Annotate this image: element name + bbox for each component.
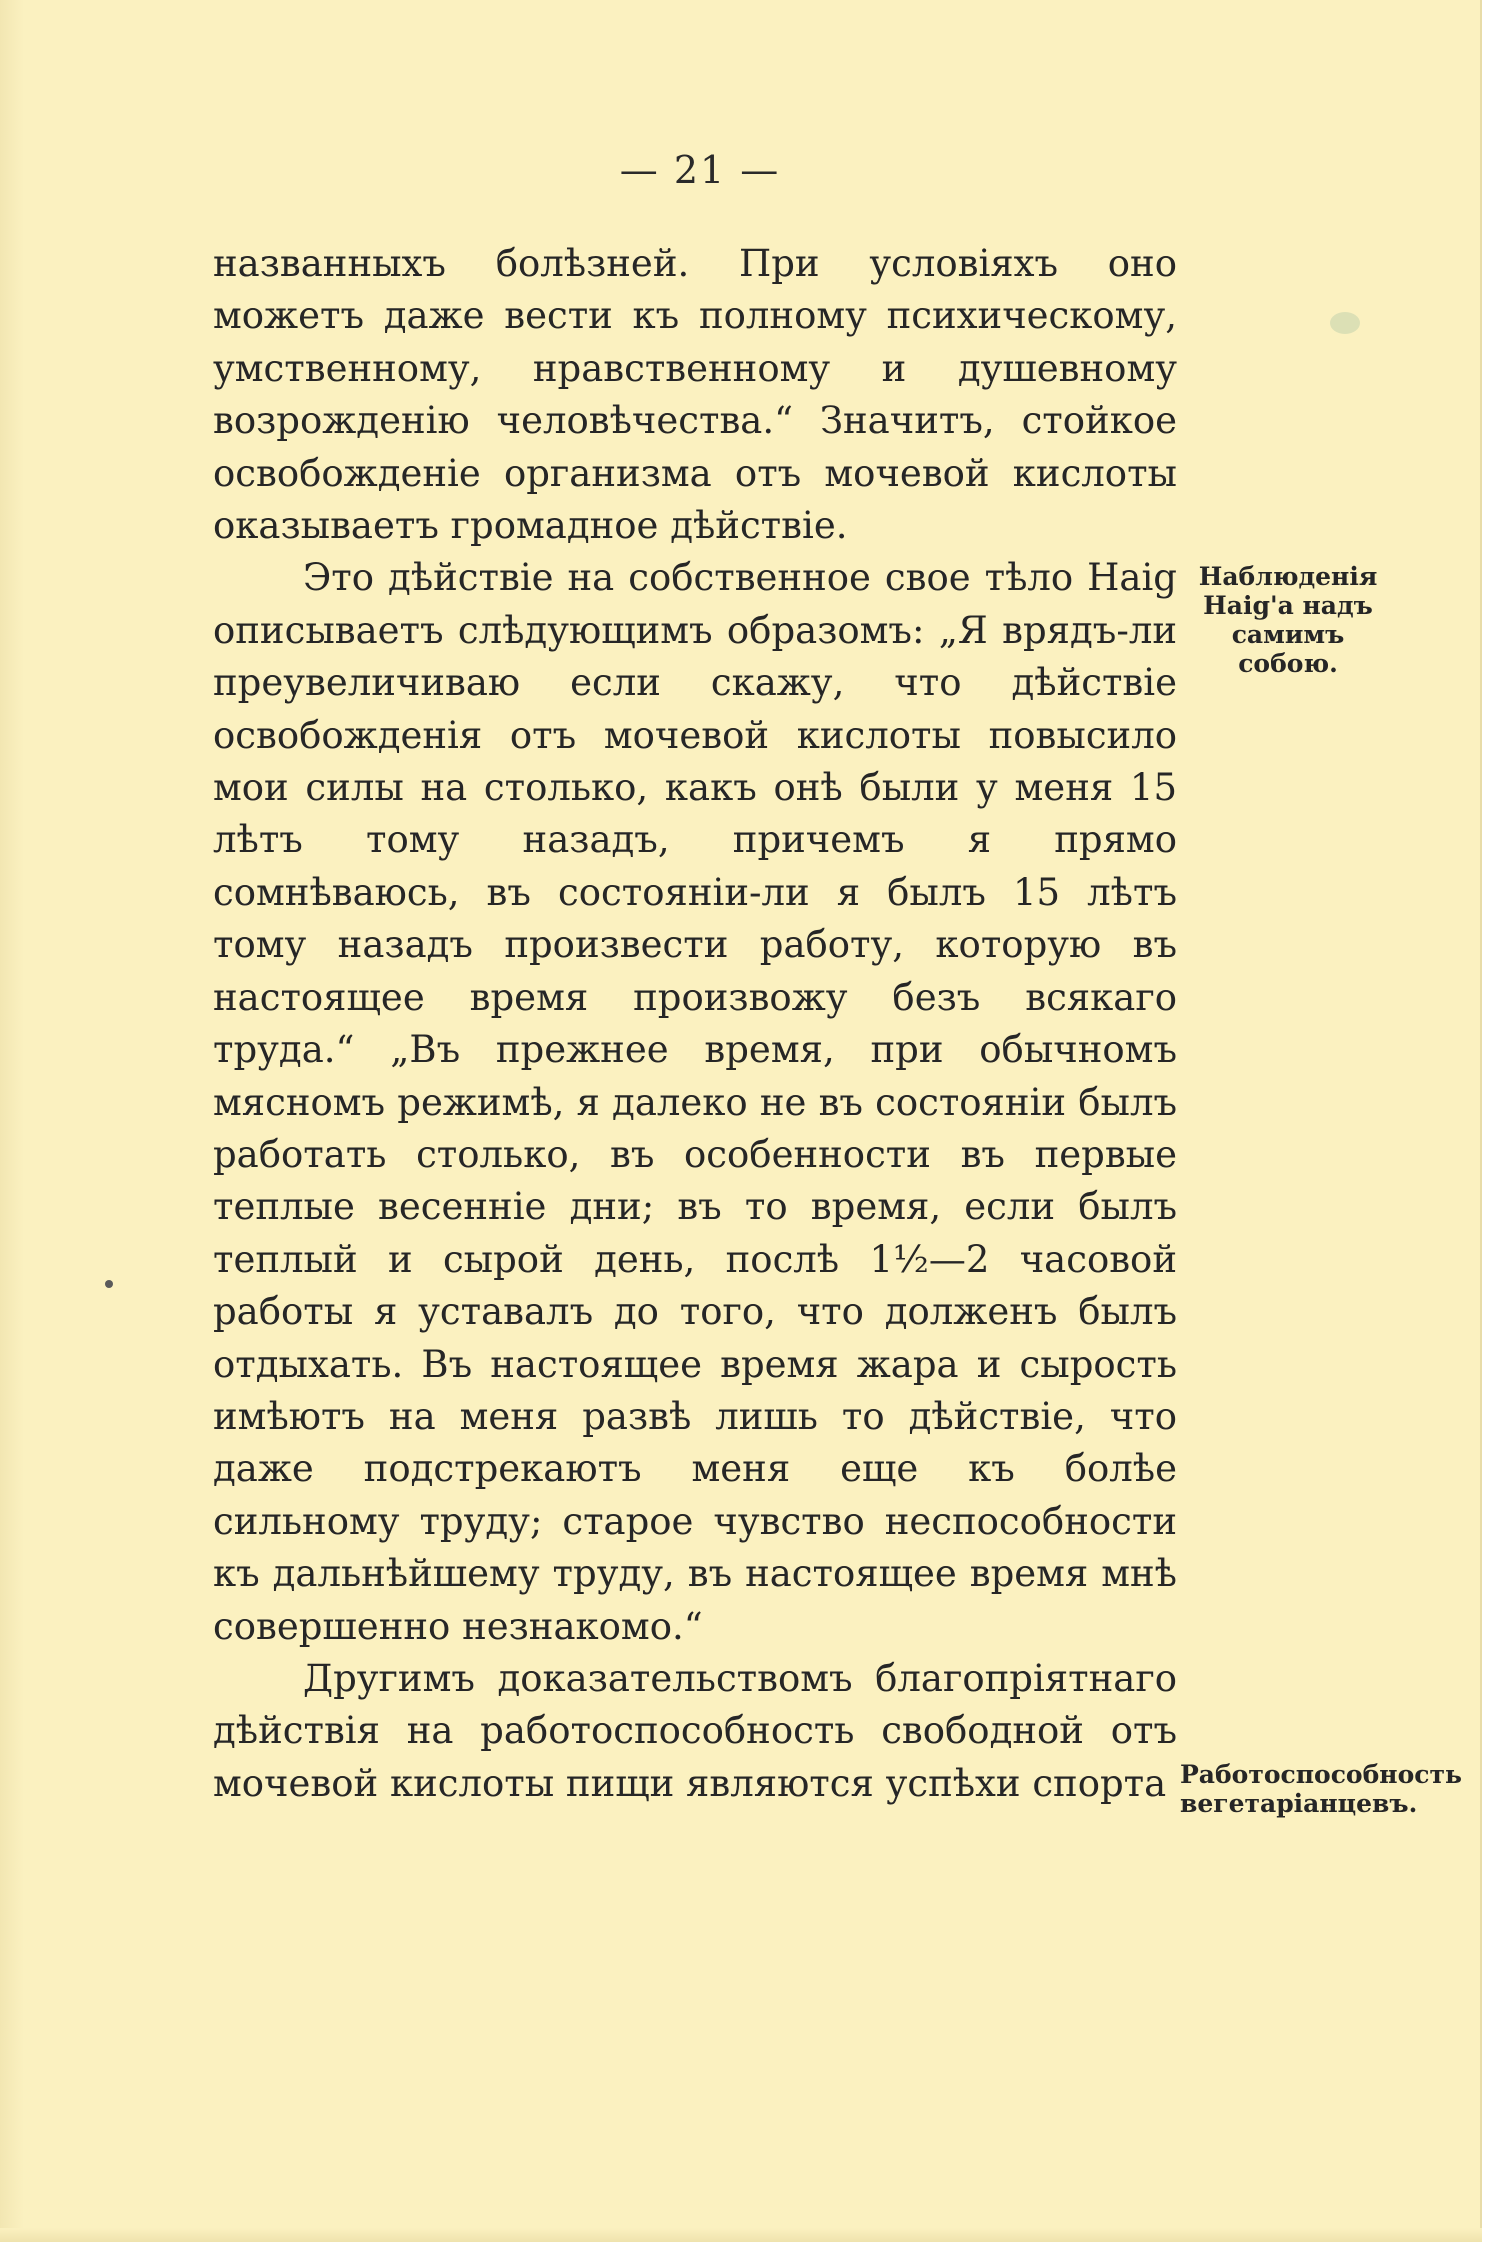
- paragraph-2: Это дѣйствіе на собственное свое тѣло Haig описываетъ слѣдующимъ образомъ: „Я врядъ-ли преувеличиваю если скажу, что дѣйствіе освобожденія отъ мочевой кислоты повысило мои силы на столько, какъ онѣ были у меня 15 лѣтъ тому назадъ, причемъ я прямо сомнѣваюсь, въ состояніи-ли я былъ 15 лѣтъ тому назадъ произвести работу, которую въ настоящее время произвожу безъ всякаго труда.“ „Въ прежнее время, при обычномъ мясномъ режимѣ, я далеко не въ состояніи былъ работать столько, въ особенности въ первые теплые весенніе дни; въ то время, если былъ теплый и сырой день, послѣ 1½—2 часовой работы я уставалъ до того, что долженъ былъ отдыхать. Въ настоящее время жара и сырость имѣютъ на меня развѣ лишь то дѣйствіе, что даже подстрекаютъ меня еще къ болѣе сильному труду; старое чувство неспособности къ дальнѣйшему труду, въ настоящее время мнѣ совершенно незнакомо.“: [213, 556, 1177, 1648]
- margin-note-haig: Наблюденія Haig'а надъ самимъ собою.: [1198, 562, 1378, 678]
- page-edge-bottom: [0, 2228, 1482, 2242]
- page-edge-left: [0, 0, 24, 2242]
- page-number: — 21 —: [619, 148, 781, 192]
- paragraph-1: названныхъ болѣзней. При условіяхъ оно можетъ даже вести къ полному психическому, умственному, нравственному и душевному возрожденію человѣчества.“ Значитъ, стойкое освобожденіе организма отъ мочевой кислоты оказываетъ громадное дѣйствіе.: [213, 242, 1177, 548]
- body-text: [213, 238, 1177, 1810]
- margin-note-vegetarians: Работоспособность вегетаріанцевъ.: [1180, 1760, 1462, 1818]
- paper-smudge: [1330, 312, 1360, 334]
- paragraph-3: Другимъ доказательствомъ благопріятнаго дѣйствія на работоспособность свободной отъ мочевой кислоты пищи являются успѣхи спорта: [213, 1656, 1177, 1805]
- paper-speck: [105, 1280, 113, 1288]
